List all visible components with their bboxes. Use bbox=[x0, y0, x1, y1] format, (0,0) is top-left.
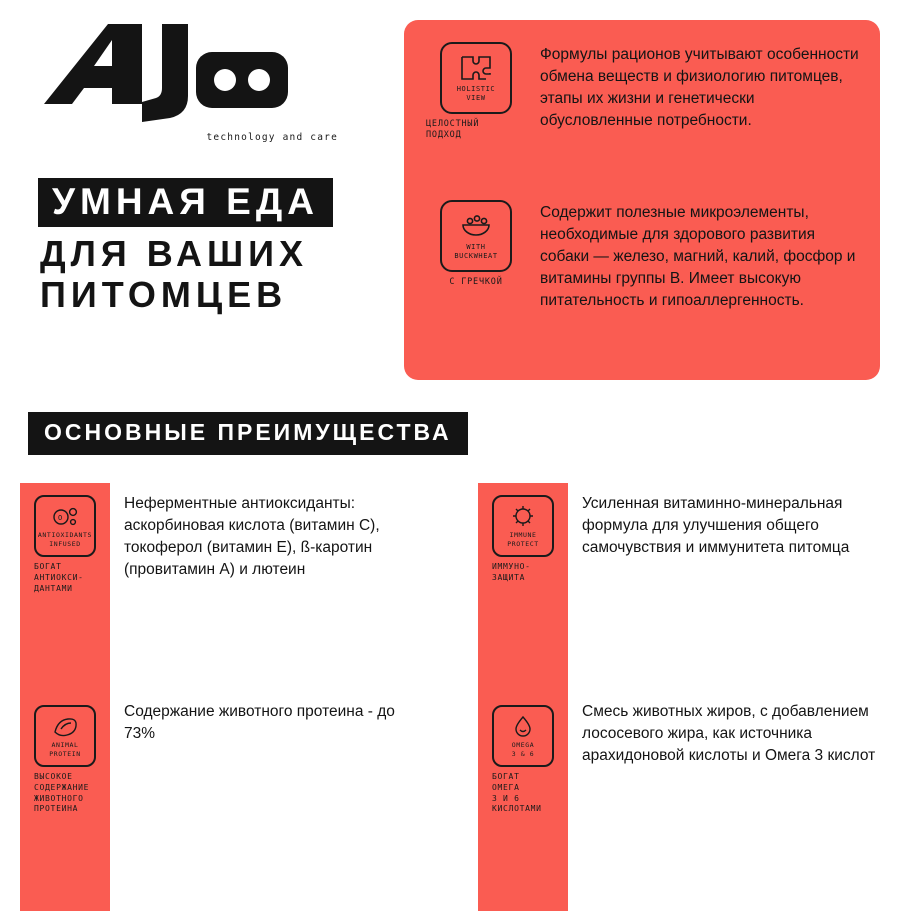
badge-box bbox=[440, 200, 512, 272]
advantage-item bbox=[478, 483, 878, 683]
brand-logo bbox=[38, 18, 378, 143]
badge-mini-label: ANIMAL PROTEIN bbox=[49, 741, 81, 758]
badge-holistic-view bbox=[426, 42, 526, 142]
badge-box bbox=[440, 42, 512, 114]
badge-antioxidants bbox=[30, 495, 100, 594]
badge-box bbox=[34, 705, 96, 767]
badge-caption: БОГАТ АНТИОКСИ- ДАНТАМИ bbox=[34, 562, 84, 593]
brand-tagline: technology and care bbox=[206, 132, 338, 143]
badge-mini-label: WITH BUCKWHEAT bbox=[454, 243, 498, 260]
omega-drop-icon bbox=[508, 714, 538, 739]
advantage-item bbox=[478, 683, 878, 883]
badge-with-buckwheat bbox=[426, 200, 526, 312]
badge-mini-label: ANTIOXIDANTS INFUSED bbox=[37, 531, 93, 548]
svg-text:O: O bbox=[58, 514, 63, 523]
logo-mark bbox=[38, 18, 338, 130]
advantage-text: Усиленная витаминно-минеральная формула для улучшения общего самочувствия и иммунитета питомца bbox=[582, 495, 850, 556]
badge-box bbox=[34, 495, 96, 557]
highlight-item bbox=[426, 200, 860, 312]
page-title bbox=[38, 178, 378, 316]
headline-line-2: ДЛЯ ВАШИХ bbox=[40, 233, 309, 274]
advantage-item bbox=[20, 683, 420, 883]
badge-immune-protect bbox=[488, 495, 558, 584]
puzzle-icon bbox=[458, 53, 494, 83]
badge-mini-label: IMMUNE PROTECT bbox=[507, 531, 539, 548]
oxygen-molecule-icon bbox=[50, 504, 80, 529]
badge-omega bbox=[488, 705, 558, 815]
highlight-panel bbox=[404, 20, 880, 380]
meat-cut-icon bbox=[50, 714, 80, 739]
badge-caption: ЦЕЛОСТНЫЙ ПОДХОД bbox=[426, 119, 480, 141]
advantage-item bbox=[20, 483, 420, 683]
highlight-item bbox=[426, 42, 860, 142]
badge-caption: БОГАТ ОМЕГА 3 И 6 КИСЛОТАМИ bbox=[492, 772, 542, 814]
highlight-text: Формулы рационов учитывают особенности обмена веществ и физиологию питомцев, этапы их жизни и генетически обусловленные потребности. bbox=[540, 46, 859, 129]
advantage-text: Неферментные антиоксиданты: аскорбиновая кислота (витамин С), токоферол (витамин Е), ß-каротин (провитамин А) и лютеин bbox=[124, 495, 380, 578]
ajo-logo-icon bbox=[38, 18, 338, 130]
advantage-text: Содержание животного протеина - до 73% bbox=[124, 703, 395, 742]
highlight-text: Содержит полезные микроэлементы, необходимые для здорового развития собаки — железо, магний, калий, фосфор и витамины группы В. Имеет высокую питательность и гипоаллергенность. bbox=[540, 204, 856, 309]
badge-animal-protein bbox=[30, 705, 100, 815]
advantages-column-right bbox=[478, 483, 878, 883]
badge-caption: С ГРЕЧКОЙ bbox=[449, 277, 503, 287]
badge-mini-label: OMEGA 3 & 6 bbox=[511, 741, 535, 758]
badge-box bbox=[492, 495, 554, 557]
headline-line-1: УМНАЯ ЕДА bbox=[38, 178, 333, 227]
badge-mini-label: HOLISTIC VIEW bbox=[456, 85, 496, 102]
badge-box bbox=[492, 705, 554, 767]
section-title: ОСНОВНЫЕ ПРЕИМУЩЕСТВА bbox=[28, 412, 468, 455]
badge-caption: ВЫСОКОЕ СОДЕРЖАНИЕ ЖИВОТНОГО ПРОТЕИНА bbox=[34, 772, 90, 814]
shield-cell-icon bbox=[508, 504, 538, 529]
advantages-column-left bbox=[20, 483, 420, 883]
advantage-text: Смесь животных жиров, с добавлением лососевого жира, как источника арахидоновой кислоты и Омега 3 кислот bbox=[582, 703, 876, 764]
badge-caption: ИММУНО- ЗАЩИТА bbox=[492, 562, 531, 582]
headline-line-3: ПИТОМЦЕВ bbox=[40, 274, 288, 316]
bowl-icon bbox=[458, 211, 494, 241]
